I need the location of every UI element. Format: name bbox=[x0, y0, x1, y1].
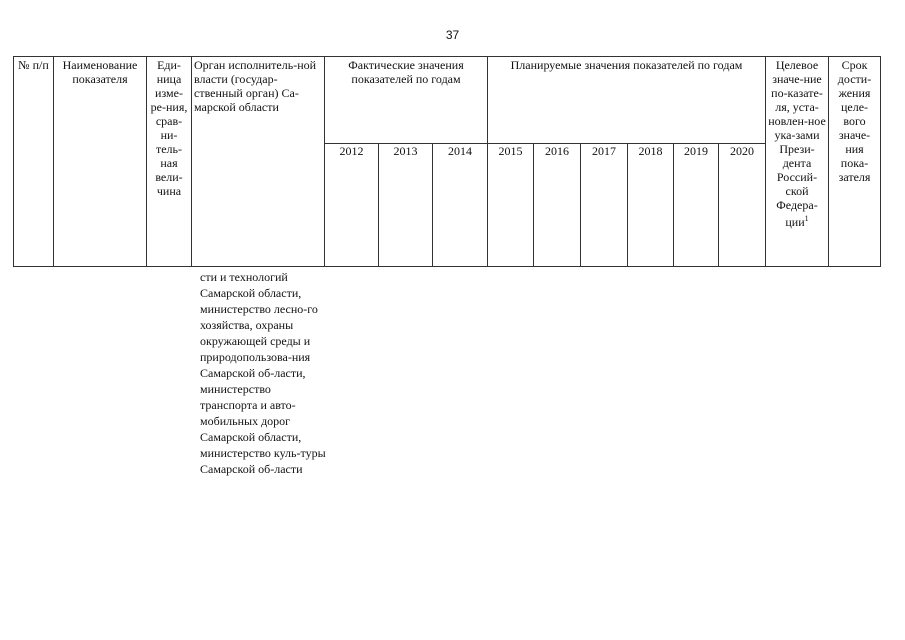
header-deadline: Срок дости-жения целе-вого значе-ния пока-зателя bbox=[829, 57, 881, 267]
header-actual-group: Фактические значения показателей по годам bbox=[325, 57, 488, 144]
header-name: Наименование показателя bbox=[54, 57, 147, 267]
year-planned-2020: 2020 bbox=[719, 144, 766, 267]
year-actual-2012: 2012 bbox=[325, 144, 379, 267]
header-org: Орган исполнитель-ной власти (государ-ственный орган) Са-марской области bbox=[192, 57, 325, 267]
header-planned-group: Планируемые значения показателей по годам bbox=[488, 57, 766, 144]
year-actual-2013: 2013 bbox=[379, 144, 433, 267]
year-planned-2019: 2019 bbox=[674, 144, 719, 267]
header-row-1 bbox=[14, 57, 881, 144]
page-number: 37 bbox=[445, 28, 460, 42]
indicators-table bbox=[13, 56, 881, 267]
header-unit: Еди-ница изме-ре-ния, срав-ни-тель-ная вели-чина bbox=[147, 57, 192, 267]
footnote-marker: 1 bbox=[804, 214, 809, 223]
year-planned-2017: 2017 bbox=[581, 144, 628, 267]
org-continuation-text: сти и технологий Самарской области, министерство лесно-го хозяйства, охраны окружающей среды и природопользова-ния Самарской об-ласти, министерство транспорта и авто-мобильных дорог Самарской области, министерство куль-туры Самарской об-ласти bbox=[200, 270, 326, 476]
year-actual-2014: 2014 bbox=[433, 144, 488, 267]
year-planned-2016: 2016 bbox=[534, 144, 581, 267]
header-target: Целевое значе-ние по-казате-ля, уста-новлен-ное ука-зами Прези-дента Россий-ской Федера-ции$^1$ bbox=[766, 57, 829, 267]
year-planned-2018: 2018 bbox=[628, 144, 674, 267]
year-planned-2015: 2015 bbox=[488, 144, 534, 267]
header-num: № п/п bbox=[14, 57, 54, 267]
